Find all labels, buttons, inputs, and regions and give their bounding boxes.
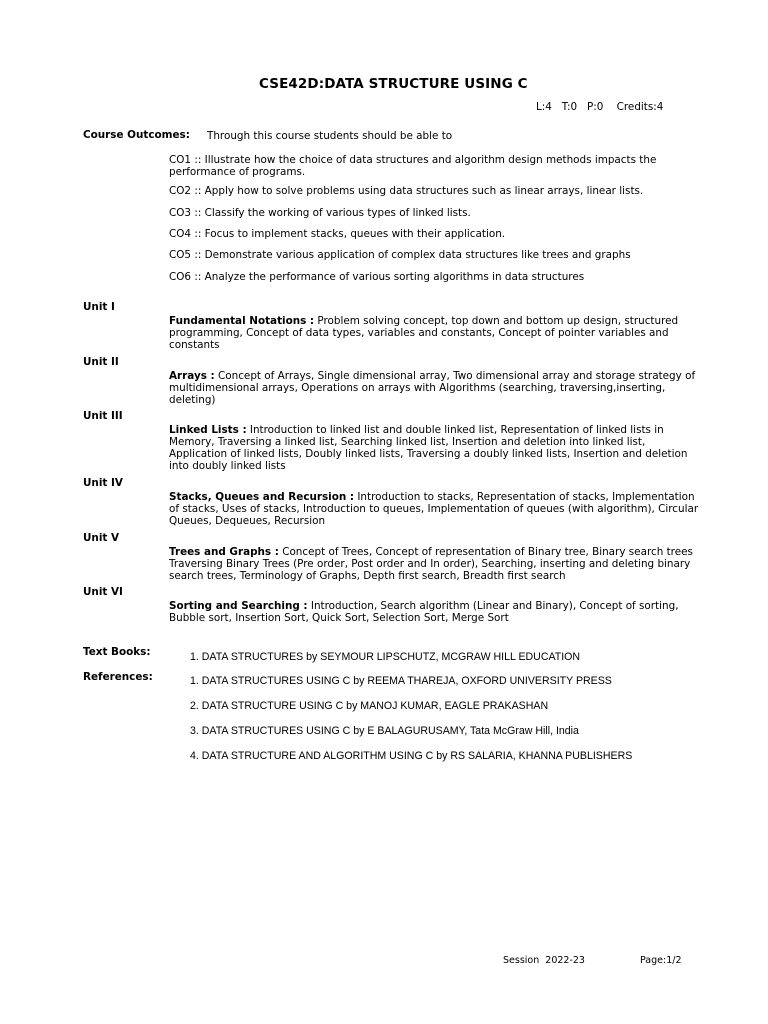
unit-description [169, 424, 704, 472]
references-label: References: [83, 671, 153, 683]
unit-heading: Fundamental Notations : [169, 315, 315, 327]
unit-label: Unit V [83, 532, 120, 544]
unit-text: Introduction to linked list and double linked list, Representation of linked lists in Memory, Traversing a linked list, Searching linked list, Insertion and deletion into linked list, Application of linked lists, Doubly linked lists, Traversing a doubly linked lists, Insertion and deletion into doubly linked lists [169, 424, 688, 472]
reference-item: 4. DATA STRUCTURE AND ALGORITHM USING C by RS SALARIA, KHANNA PUBLISHERS [190, 750, 633, 762]
unit-label: Unit IV [83, 477, 123, 489]
unit-label: Unit III [83, 410, 123, 422]
unit-text: Concept of Trees, Concept of representation of Binary tree, Binary search trees Traversing Binary Trees (Pre order, Post order and In order), Searching, inserting and deleting binary search trees, Terminology of Graphs, Depth first search, Breadth first search [169, 546, 693, 582]
unit-text: Problem solving concept, top down and bottom up design, structured programming, Concept of data types, variables and constants, Concept of pointer variables and constants [169, 315, 679, 351]
page-number: Page:1/2 [640, 955, 682, 966]
unit-text: Introduction to stacks, Representation of stacks, Implementation of stacks, Uses of stacks, Introduction to queues, Implementation of queues (with algorithm), Circular Queues, Dequeues, Recursion [169, 491, 699, 527]
reference-item: 3. DATA STRUCTURES USING C by E BALAGURUSAMY, Tata McGraw Hill, India [190, 725, 579, 737]
unit-heading: Sorting and Searching : [169, 600, 308, 612]
unit-heading: Arrays : [169, 370, 215, 382]
unit-text: Introduction, Search algorithm (Linear and Binary), Concept of sorting, Bubble sort, Insertion Sort, Quick Sort, Selection Sort, Merge Sort [169, 600, 679, 624]
unit-description [169, 600, 704, 624]
course-outcome-item: CO2 :: Apply how to solve problems using data structures such as linear arrays, linear lists. [169, 185, 644, 197]
session-label: Session 2022-23 [503, 955, 585, 966]
unit-label: Unit I [83, 301, 115, 313]
reference-item: 2. DATA STRUCTURE USING C by MANOJ KUMAR, EAGLE PRAKASHAN [190, 700, 549, 712]
course-outcome-item: CO1 :: Illustrate how the choice of data structures and algorithm design methods impacts the performance of programs. [169, 154, 657, 178]
text-book-item: 1. DATA STRUCTURES by SEYMOUR LIPSCHUTZ, MCGRAW HILL EDUCATION [190, 651, 581, 663]
course-outcome-item: CO4 :: Focus to implement stacks, queues with their application. [169, 228, 506, 240]
unit-description [169, 370, 704, 406]
unit-description [169, 315, 704, 351]
unit-description [169, 546, 704, 582]
course-outcomes-label: Course Outcomes: [83, 129, 190, 141]
credits-line: L:4 T:0 P:0 Credits:4 [536, 101, 664, 113]
text-books-label: Text Books: [83, 646, 151, 658]
unit-label: Unit VI [83, 586, 123, 598]
course-outcome-item: CO5 :: Demonstrate various application of complex data structures like trees and graphs [169, 249, 631, 261]
course-outcome-item: CO3 :: Classify the working of various types of linked lists. [169, 207, 471, 219]
unit-text: Concept of Arrays, Single dimensional array, Two dimensional array and storage strategy of multidimensional arrays, Operations on arrays with Algorithms (searching, traversing,inserting, deleting) [169, 370, 696, 406]
unit-label: Unit II [83, 356, 119, 368]
course-outcome-item: CO6 :: Analyze the performance of various sorting algorithms in data structures [169, 271, 585, 283]
reference-item: 1. DATA STRUCTURES USING C by REEMA THAREJA, OXFORD UNIVERSITY PRESS [190, 675, 612, 687]
unit-heading: Stacks, Queues and Recursion : [169, 491, 355, 503]
course-outcomes-intro: Through this course students should be able to [207, 130, 453, 142]
unit-heading: Linked Lists : [169, 424, 247, 436]
unit-description [169, 491, 704, 527]
course-title: CSE42D:DATA STRUCTURE USING C [259, 76, 528, 92]
unit-heading: Trees and Graphs : [169, 546, 279, 558]
